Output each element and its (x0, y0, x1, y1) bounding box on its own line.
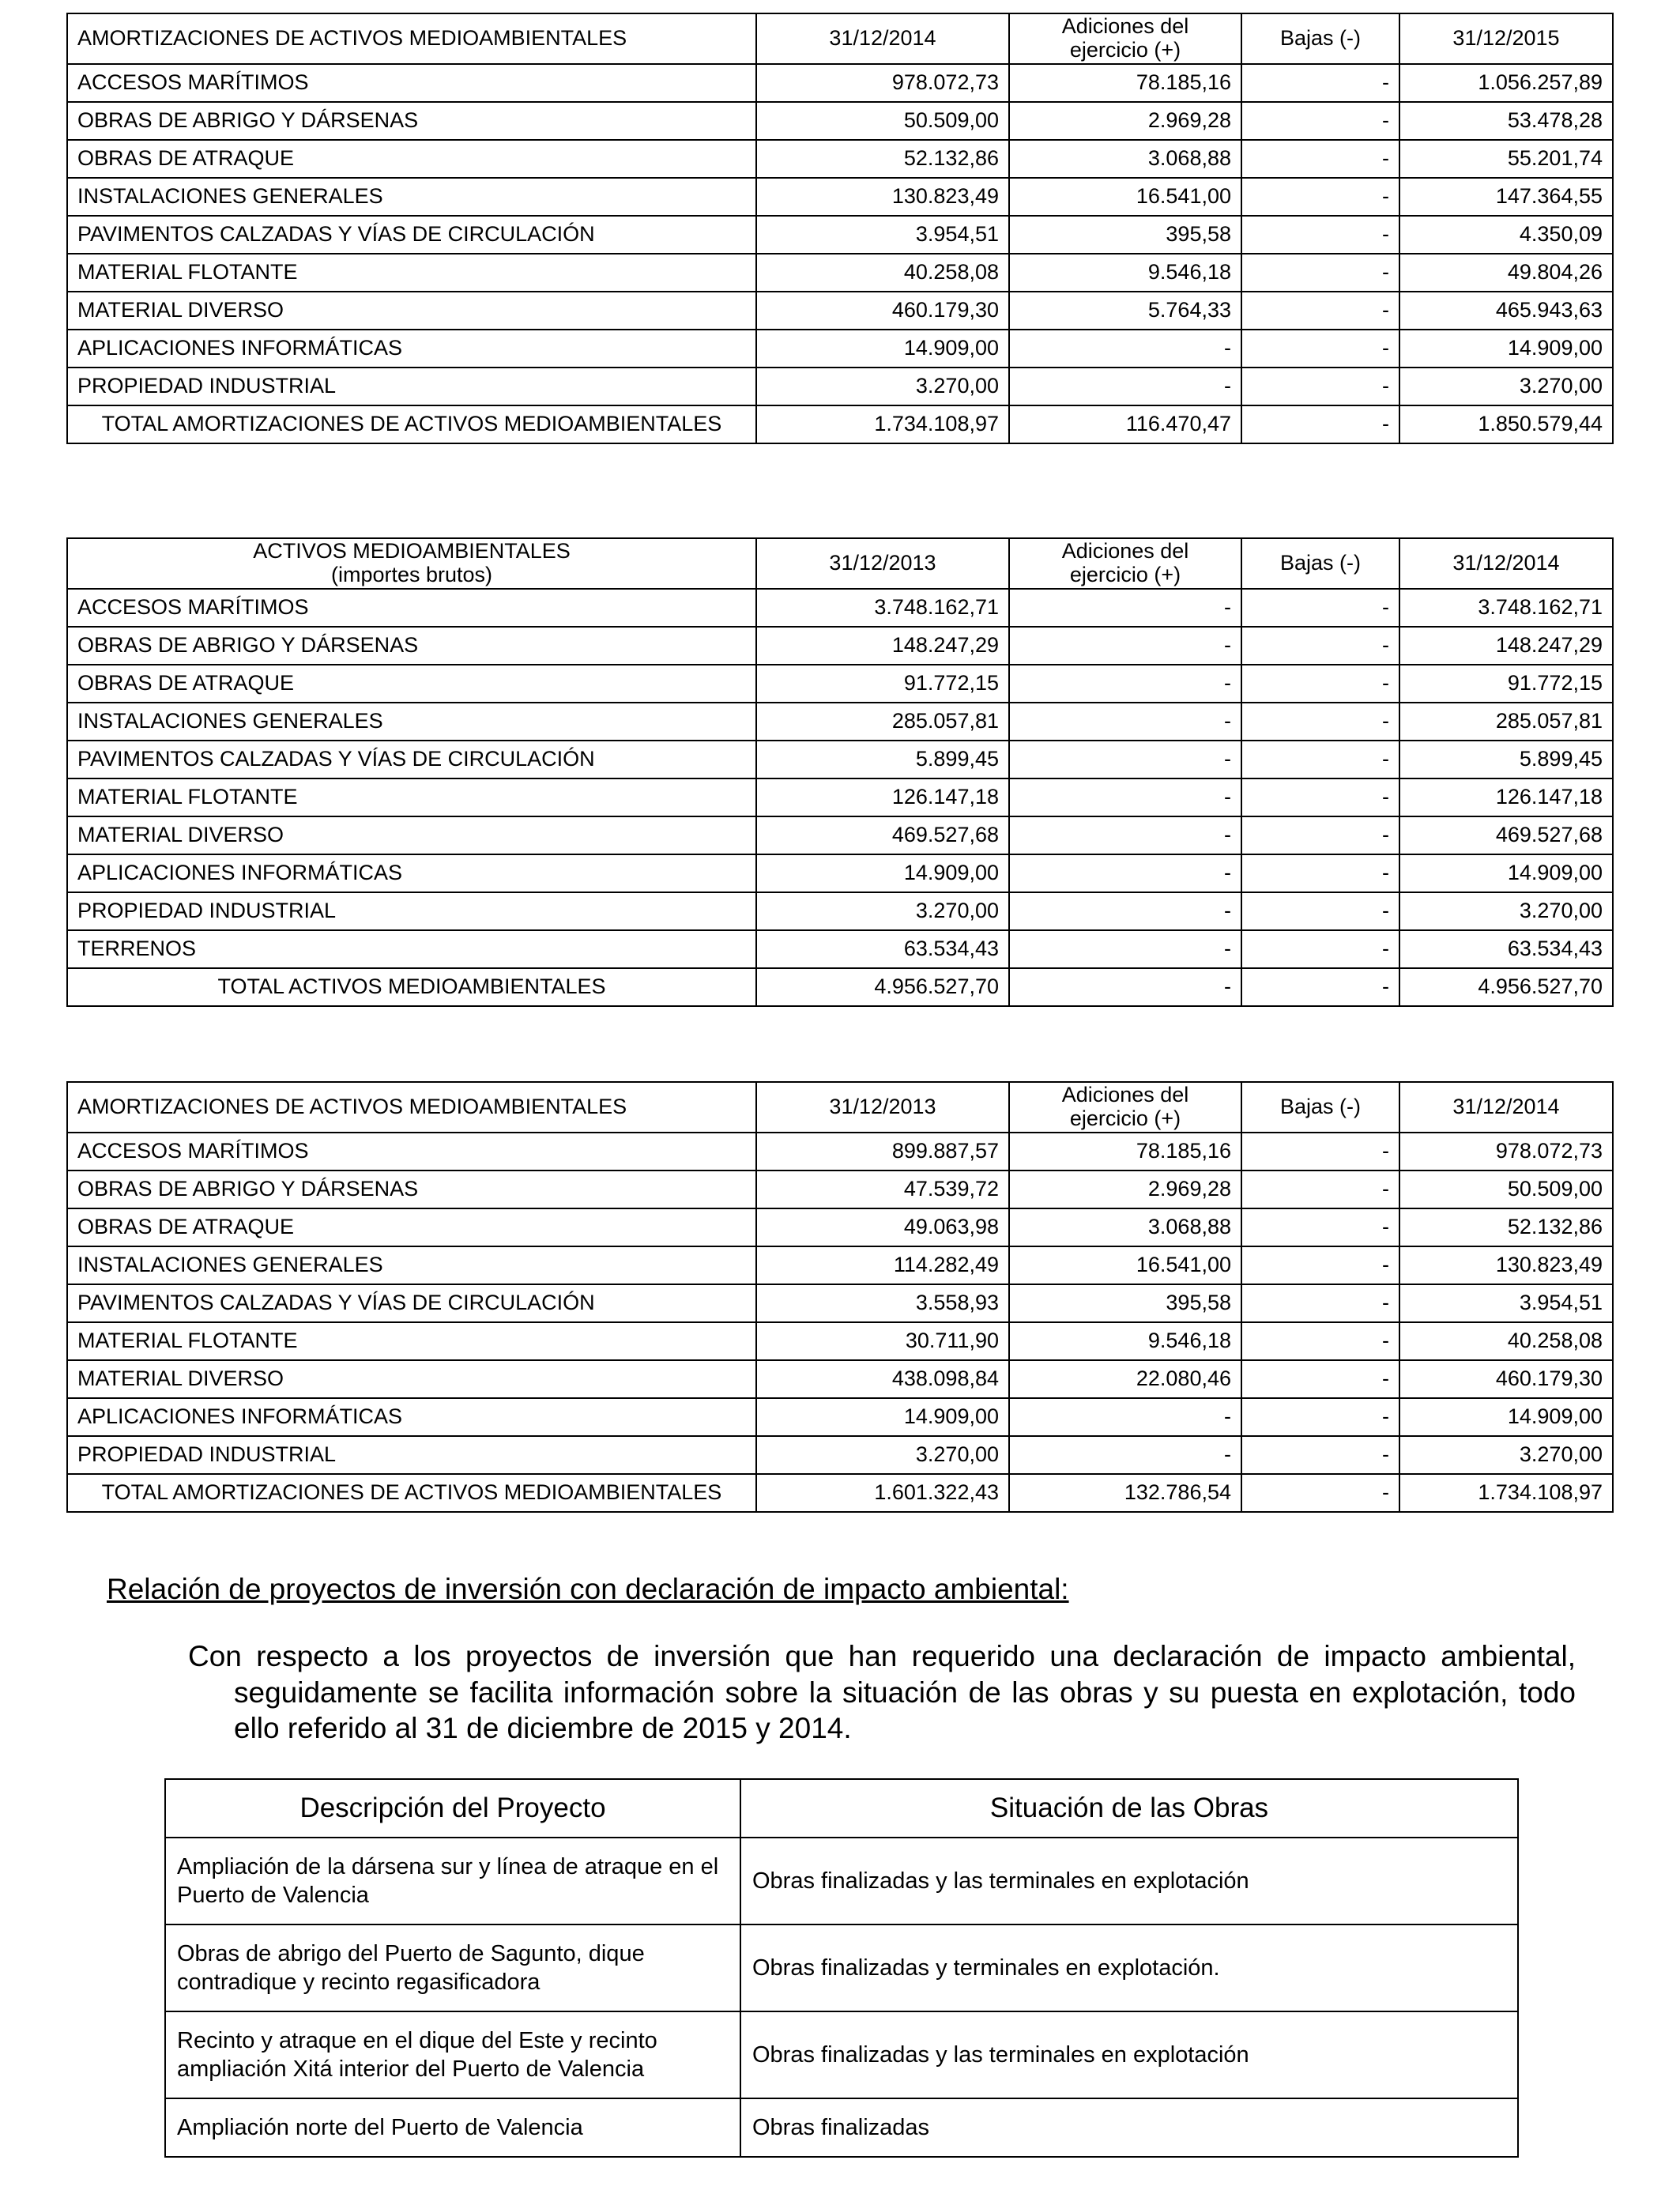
header-disposals: Bajas (-) (1241, 1082, 1399, 1133)
table-row (67, 703, 1613, 741)
table-row (67, 368, 1613, 405)
row-opening: 3.558,93 (756, 1284, 1009, 1322)
row-opening: 4.956.527,70 (756, 968, 1009, 1006)
row-concept: TOTAL AMORTIZACIONES DE ACTIVOS MEDIOAMBIENTALES (67, 405, 756, 443)
row-closing: 1.734.108,97 (1399, 1474, 1613, 1512)
row-additions: - (1009, 930, 1241, 968)
row-additions: - (1009, 368, 1241, 405)
row-opening: 50.509,00 (756, 102, 1009, 140)
row-opening: 91.772,15 (756, 665, 1009, 703)
row-opening: 469.527,68 (756, 816, 1009, 854)
table-row (67, 1360, 1613, 1398)
table-row (67, 1398, 1613, 1436)
row-closing: 1.056.257,89 (1399, 64, 1613, 102)
header-additions (1009, 1082, 1241, 1133)
row-disposals: - (1241, 1474, 1399, 1512)
header-disposals: Bajas (-) (1241, 538, 1399, 589)
table-row (67, 292, 1613, 330)
row-concept: MATERIAL DIVERSO (67, 816, 756, 854)
header-additions (1009, 13, 1241, 64)
row-concept: PAVIMENTOS CALZADAS Y VÍAS DE CIRCULACIÓN (67, 216, 756, 254)
row-concept: PROPIEDAD INDUSTRIAL (67, 1436, 756, 1474)
amortizaciones-2013-2014-table (66, 1081, 1614, 1513)
row-concept: PAVIMENTOS CALZADAS Y VÍAS DE CIRCULACIÓN (67, 1284, 756, 1322)
row-opening: 47.539,72 (756, 1171, 1009, 1208)
row-opening: 40.258,08 (756, 254, 1009, 292)
table-row (67, 1436, 1613, 1474)
row-additions: - (1009, 589, 1241, 627)
row-concept: OBRAS DE ATRAQUE (67, 1208, 756, 1246)
row-additions: 395,58 (1009, 216, 1241, 254)
row-concept: PROPIEDAD INDUSTRIAL (67, 368, 756, 405)
row-additions: 3.068,88 (1009, 1208, 1241, 1246)
header-concept-line1: ACTIVOS MEDIOAMBIENTALES (253, 539, 571, 564)
header-opening-date: 31/12/2013 (756, 1082, 1009, 1133)
row-concept: OBRAS DE ABRIGO Y DÁRSENAS (67, 627, 756, 665)
row-concept: MATERIAL DIVERSO (67, 292, 756, 330)
row-opening: 3.270,00 (756, 1436, 1009, 1474)
table-row (67, 1208, 1613, 1246)
project-description: Recinto y atraque en el dique del Este y recinto ampliación Xitá interior del Puerto de Valencia (165, 2011, 740, 2098)
table-row (67, 627, 1613, 665)
row-opening: 130.823,49 (756, 178, 1009, 216)
row-additions: 2.969,28 (1009, 102, 1241, 140)
row-closing: 63.534,43 (1399, 930, 1613, 968)
table-header-row (67, 538, 1613, 589)
row-disposals: - (1241, 930, 1399, 968)
row-additions: - (1009, 1436, 1241, 1474)
row-opening: 3.270,00 (756, 892, 1009, 930)
table-row (67, 930, 1613, 968)
row-opening: 14.909,00 (756, 854, 1009, 892)
row-disposals: - (1241, 892, 1399, 930)
row-additions: - (1009, 665, 1241, 703)
total-row (67, 968, 1613, 1006)
row-opening: 1.734.108,97 (756, 405, 1009, 443)
row-closing: 460.179,30 (1399, 1360, 1613, 1398)
table-row (67, 330, 1613, 368)
row-closing: 285.057,81 (1399, 703, 1613, 741)
row-opening: 49.063,98 (756, 1208, 1009, 1246)
row-concept: INSTALACIONES GENERALES (67, 178, 756, 216)
projects-table (164, 1778, 1519, 2158)
row-disposals: - (1241, 703, 1399, 741)
row-concept: PROPIEDAD INDUSTRIAL (67, 892, 756, 930)
row-additions: 116.470,47 (1009, 405, 1241, 443)
row-opening: 126.147,18 (756, 778, 1009, 816)
header-concept-line1: AMORTIZACIONES DE ACTIVOS MEDIOAMBIENTALES (77, 26, 627, 51)
row-closing: 14.909,00 (1399, 854, 1613, 892)
row-concept: TERRENOS (67, 930, 756, 968)
row-disposals: - (1241, 1208, 1399, 1246)
row-disposals: - (1241, 968, 1399, 1006)
row-opening: 5.899,45 (756, 741, 1009, 778)
row-additions: 16.541,00 (1009, 178, 1241, 216)
row-additions: 395,58 (1009, 1284, 1241, 1322)
row-additions: 2.969,28 (1009, 1171, 1241, 1208)
row-additions: - (1009, 1398, 1241, 1436)
row-closing: 50.509,00 (1399, 1171, 1613, 1208)
row-closing: 148.247,29 (1399, 627, 1613, 665)
total-row (67, 1474, 1613, 1512)
row-disposals: - (1241, 1171, 1399, 1208)
header-closing-date: 31/12/2014 (1399, 538, 1613, 589)
table-row (67, 816, 1613, 854)
row-opening: 3.748.162,71 (756, 589, 1009, 627)
total-row (67, 405, 1613, 443)
row-additions: 78.185,16 (1009, 64, 1241, 102)
row-concept: INSTALACIONES GENERALES (67, 1246, 756, 1284)
row-disposals: - (1241, 1436, 1399, 1474)
row-closing: 3.954,51 (1399, 1284, 1613, 1322)
row-disposals: - (1241, 778, 1399, 816)
header-additions-line2: ejercicio (+) (1069, 563, 1181, 586)
table-row (67, 102, 1613, 140)
table-row (67, 741, 1613, 778)
table-row (67, 892, 1613, 930)
row-disposals: - (1241, 1133, 1399, 1171)
row-disposals: - (1241, 102, 1399, 140)
row-closing: 3.270,00 (1399, 1436, 1613, 1474)
row-closing: 3.270,00 (1399, 892, 1613, 930)
table-header-row (67, 13, 1613, 64)
row-opening: 3.270,00 (756, 368, 1009, 405)
table-row (67, 1284, 1613, 1322)
row-closing: 3.748.162,71 (1399, 589, 1613, 627)
row-additions: - (1009, 741, 1241, 778)
row-closing: 49.804,26 (1399, 254, 1613, 292)
projects-header-row (165, 1779, 1518, 1838)
header-concept (67, 13, 756, 64)
row-additions: - (1009, 892, 1241, 930)
row-closing: 469.527,68 (1399, 816, 1613, 854)
row-concept: PAVIMENTOS CALZADAS Y VÍAS DE CIRCULACIÓN (67, 741, 756, 778)
row-disposals: - (1241, 816, 1399, 854)
row-closing: 130.823,49 (1399, 1246, 1613, 1284)
row-concept: OBRAS DE ATRAQUE (67, 140, 756, 178)
project-row (165, 1838, 1518, 1924)
project-row (165, 1924, 1518, 2011)
row-closing: 978.072,73 (1399, 1133, 1613, 1171)
project-row (165, 2011, 1518, 2098)
table-row (67, 1322, 1613, 1360)
header-additions-line1: Adiciones del (1061, 1083, 1189, 1107)
row-opening: 460.179,30 (756, 292, 1009, 330)
row-closing: 147.364,55 (1399, 178, 1613, 216)
project-status: Obras finalizadas y terminales en explotación. (740, 1924, 1518, 2011)
row-concept: INSTALACIONES GENERALES (67, 703, 756, 741)
row-disposals: - (1241, 1284, 1399, 1322)
row-closing: 91.772,15 (1399, 665, 1613, 703)
activos-brutos-2013-2014-table (66, 537, 1614, 1007)
row-disposals: - (1241, 330, 1399, 368)
row-closing: 40.258,08 (1399, 1322, 1613, 1360)
amortizaciones-2014-2015-table (66, 13, 1614, 444)
table-row (67, 778, 1613, 816)
header-opening-date: 31/12/2014 (756, 13, 1009, 64)
row-closing: 4.350,09 (1399, 216, 1613, 254)
row-concept: ACCESOS MARÍTIMOS (67, 589, 756, 627)
row-opening: 285.057,81 (756, 703, 1009, 741)
row-concept: APLICACIONES INFORMÁTICAS (67, 854, 756, 892)
row-additions: - (1009, 968, 1241, 1006)
row-concept: MATERIAL FLOTANTE (67, 778, 756, 816)
row-disposals: - (1241, 1360, 1399, 1398)
table-row (67, 1246, 1613, 1284)
project-description: Ampliación de la dársena sur y línea de atraque en el Puerto de Valencia (165, 1838, 740, 1924)
table-row (67, 254, 1613, 292)
row-concept: TOTAL AMORTIZACIONES DE ACTIVOS MEDIOAMBIENTALES (67, 1474, 756, 1512)
row-disposals: - (1241, 589, 1399, 627)
header-additions-line2: ejercicio (+) (1069, 1106, 1181, 1130)
header-closing-date: 31/12/2014 (1399, 1082, 1613, 1133)
row-closing: 1.850.579,44 (1399, 405, 1613, 443)
row-concept: OBRAS DE ATRAQUE (67, 665, 756, 703)
row-disposals: - (1241, 254, 1399, 292)
row-disposals: - (1241, 292, 1399, 330)
row-additions: - (1009, 854, 1241, 892)
row-additions: 3.068,88 (1009, 140, 1241, 178)
row-concept: APLICACIONES INFORMÁTICAS (67, 1398, 756, 1436)
header-additions-line1: Adiciones del (1061, 14, 1189, 39)
row-closing: 14.909,00 (1399, 1398, 1613, 1436)
row-opening: 1.601.322,43 (756, 1474, 1009, 1512)
row-additions: - (1009, 703, 1241, 741)
row-disposals: - (1241, 665, 1399, 703)
table-row (67, 64, 1613, 102)
row-opening: 52.132,86 (756, 140, 1009, 178)
section-title: Relación de proyectos de inversión con declaración de impacto ambiental: (107, 1573, 1069, 1605)
header-additions-line2: ejercicio (+) (1069, 38, 1181, 62)
header-concept-line2: (importes brutos) (330, 563, 493, 586)
intro-paragraph (188, 1638, 1576, 1747)
header-disposals: Bajas (-) (1241, 13, 1399, 64)
row-disposals: - (1241, 368, 1399, 405)
table-row (67, 854, 1613, 892)
row-disposals: - (1241, 1246, 1399, 1284)
row-opening: 63.534,43 (756, 930, 1009, 968)
table-row (67, 216, 1613, 254)
row-additions: - (1009, 816, 1241, 854)
row-closing: 465.943,63 (1399, 292, 1613, 330)
table-row (67, 1171, 1613, 1208)
project-status: Obras finalizadas (740, 2098, 1518, 2157)
row-closing: 4.956.527,70 (1399, 968, 1613, 1006)
row-closing: 14.909,00 (1399, 330, 1613, 368)
projects-header-description: Descripción del Proyecto (165, 1779, 740, 1838)
table-row (67, 140, 1613, 178)
row-additions: 132.786,54 (1009, 1474, 1241, 1512)
row-concept: TOTAL ACTIVOS MEDIOAMBIENTALES (67, 968, 756, 1006)
row-concept: MATERIAL DIVERSO (67, 1360, 756, 1398)
row-opening: 148.247,29 (756, 627, 1009, 665)
row-opening: 899.887,57 (756, 1133, 1009, 1171)
row-additions: - (1009, 330, 1241, 368)
row-closing: 126.147,18 (1399, 778, 1613, 816)
header-closing-date: 31/12/2015 (1399, 13, 1613, 64)
row-disposals: - (1241, 64, 1399, 102)
table-row (67, 665, 1613, 703)
row-additions: 22.080,46 (1009, 1360, 1241, 1398)
row-opening: 3.954,51 (756, 216, 1009, 254)
row-additions: 9.546,18 (1009, 1322, 1241, 1360)
row-disposals: - (1241, 627, 1399, 665)
row-disposals: - (1241, 178, 1399, 216)
row-opening: 114.282,49 (756, 1246, 1009, 1284)
table-row (67, 1133, 1613, 1171)
row-closing: 52.132,86 (1399, 1208, 1613, 1246)
project-status: Obras finalizadas y las terminales en explotación (740, 2011, 1518, 2098)
row-disposals: - (1241, 1398, 1399, 1436)
project-description: Ampliación norte del Puerto de Valencia (165, 2098, 740, 2157)
row-concept: OBRAS DE ABRIGO Y DÁRSENAS (67, 102, 756, 140)
row-disposals: - (1241, 854, 1399, 892)
row-concept: OBRAS DE ABRIGO Y DÁRSENAS (67, 1171, 756, 1208)
row-additions: 5.764,33 (1009, 292, 1241, 330)
row-disposals: - (1241, 1322, 1399, 1360)
project-status: Obras finalizadas y las terminales en explotación (740, 1838, 1518, 1924)
table-header-row (67, 1082, 1613, 1133)
row-opening: 14.909,00 (756, 1398, 1009, 1436)
row-disposals: - (1241, 216, 1399, 254)
row-disposals: - (1241, 140, 1399, 178)
row-opening: 14.909,00 (756, 330, 1009, 368)
row-closing: 3.270,00 (1399, 368, 1613, 405)
row-additions: - (1009, 778, 1241, 816)
table-row (67, 589, 1613, 627)
row-concept: ACCESOS MARÍTIMOS (67, 64, 756, 102)
header-opening-date: 31/12/2013 (756, 538, 1009, 589)
intro-paragraph-text: Con respecto a los proyectos de inversión que han requerido una declaración de impacto ambiental, seguidamente se facilita información sobre la situación de las obras y su puesta en explotación, todo ello referido al 31 de diciembre de 2015 y 2014. (188, 1640, 1576, 1744)
row-closing: 55.201,74 (1399, 140, 1613, 178)
row-concept: ACCESOS MARÍTIMOS (67, 1133, 756, 1171)
row-disposals: - (1241, 405, 1399, 443)
header-additions-line1: Adiciones del (1061, 539, 1189, 564)
row-additions: - (1009, 627, 1241, 665)
row-concept: APLICACIONES INFORMÁTICAS (67, 330, 756, 368)
header-additions (1009, 538, 1241, 589)
projects-header-status: Situación de las Obras (740, 1779, 1518, 1838)
header-concept (67, 1082, 756, 1133)
header-concept-line1: AMORTIZACIONES DE ACTIVOS MEDIOAMBIENTALES (77, 1095, 627, 1119)
row-disposals: - (1241, 741, 1399, 778)
row-concept: MATERIAL FLOTANTE (67, 254, 756, 292)
header-concept (67, 538, 756, 589)
row-closing: 53.478,28 (1399, 102, 1613, 140)
row-additions: 9.546,18 (1009, 254, 1241, 292)
row-closing: 5.899,45 (1399, 741, 1613, 778)
row-concept: MATERIAL FLOTANTE (67, 1322, 756, 1360)
project-description: Obras de abrigo del Puerto de Sagunto, dique contradique y recinto regasificadora (165, 1924, 740, 2011)
row-opening: 30.711,90 (756, 1322, 1009, 1360)
table-row (67, 178, 1613, 216)
row-opening: 978.072,73 (756, 64, 1009, 102)
row-additions: 16.541,00 (1009, 1246, 1241, 1284)
project-row (165, 2098, 1518, 2157)
row-additions: 78.185,16 (1009, 1133, 1241, 1171)
row-opening: 438.098,84 (756, 1360, 1009, 1398)
